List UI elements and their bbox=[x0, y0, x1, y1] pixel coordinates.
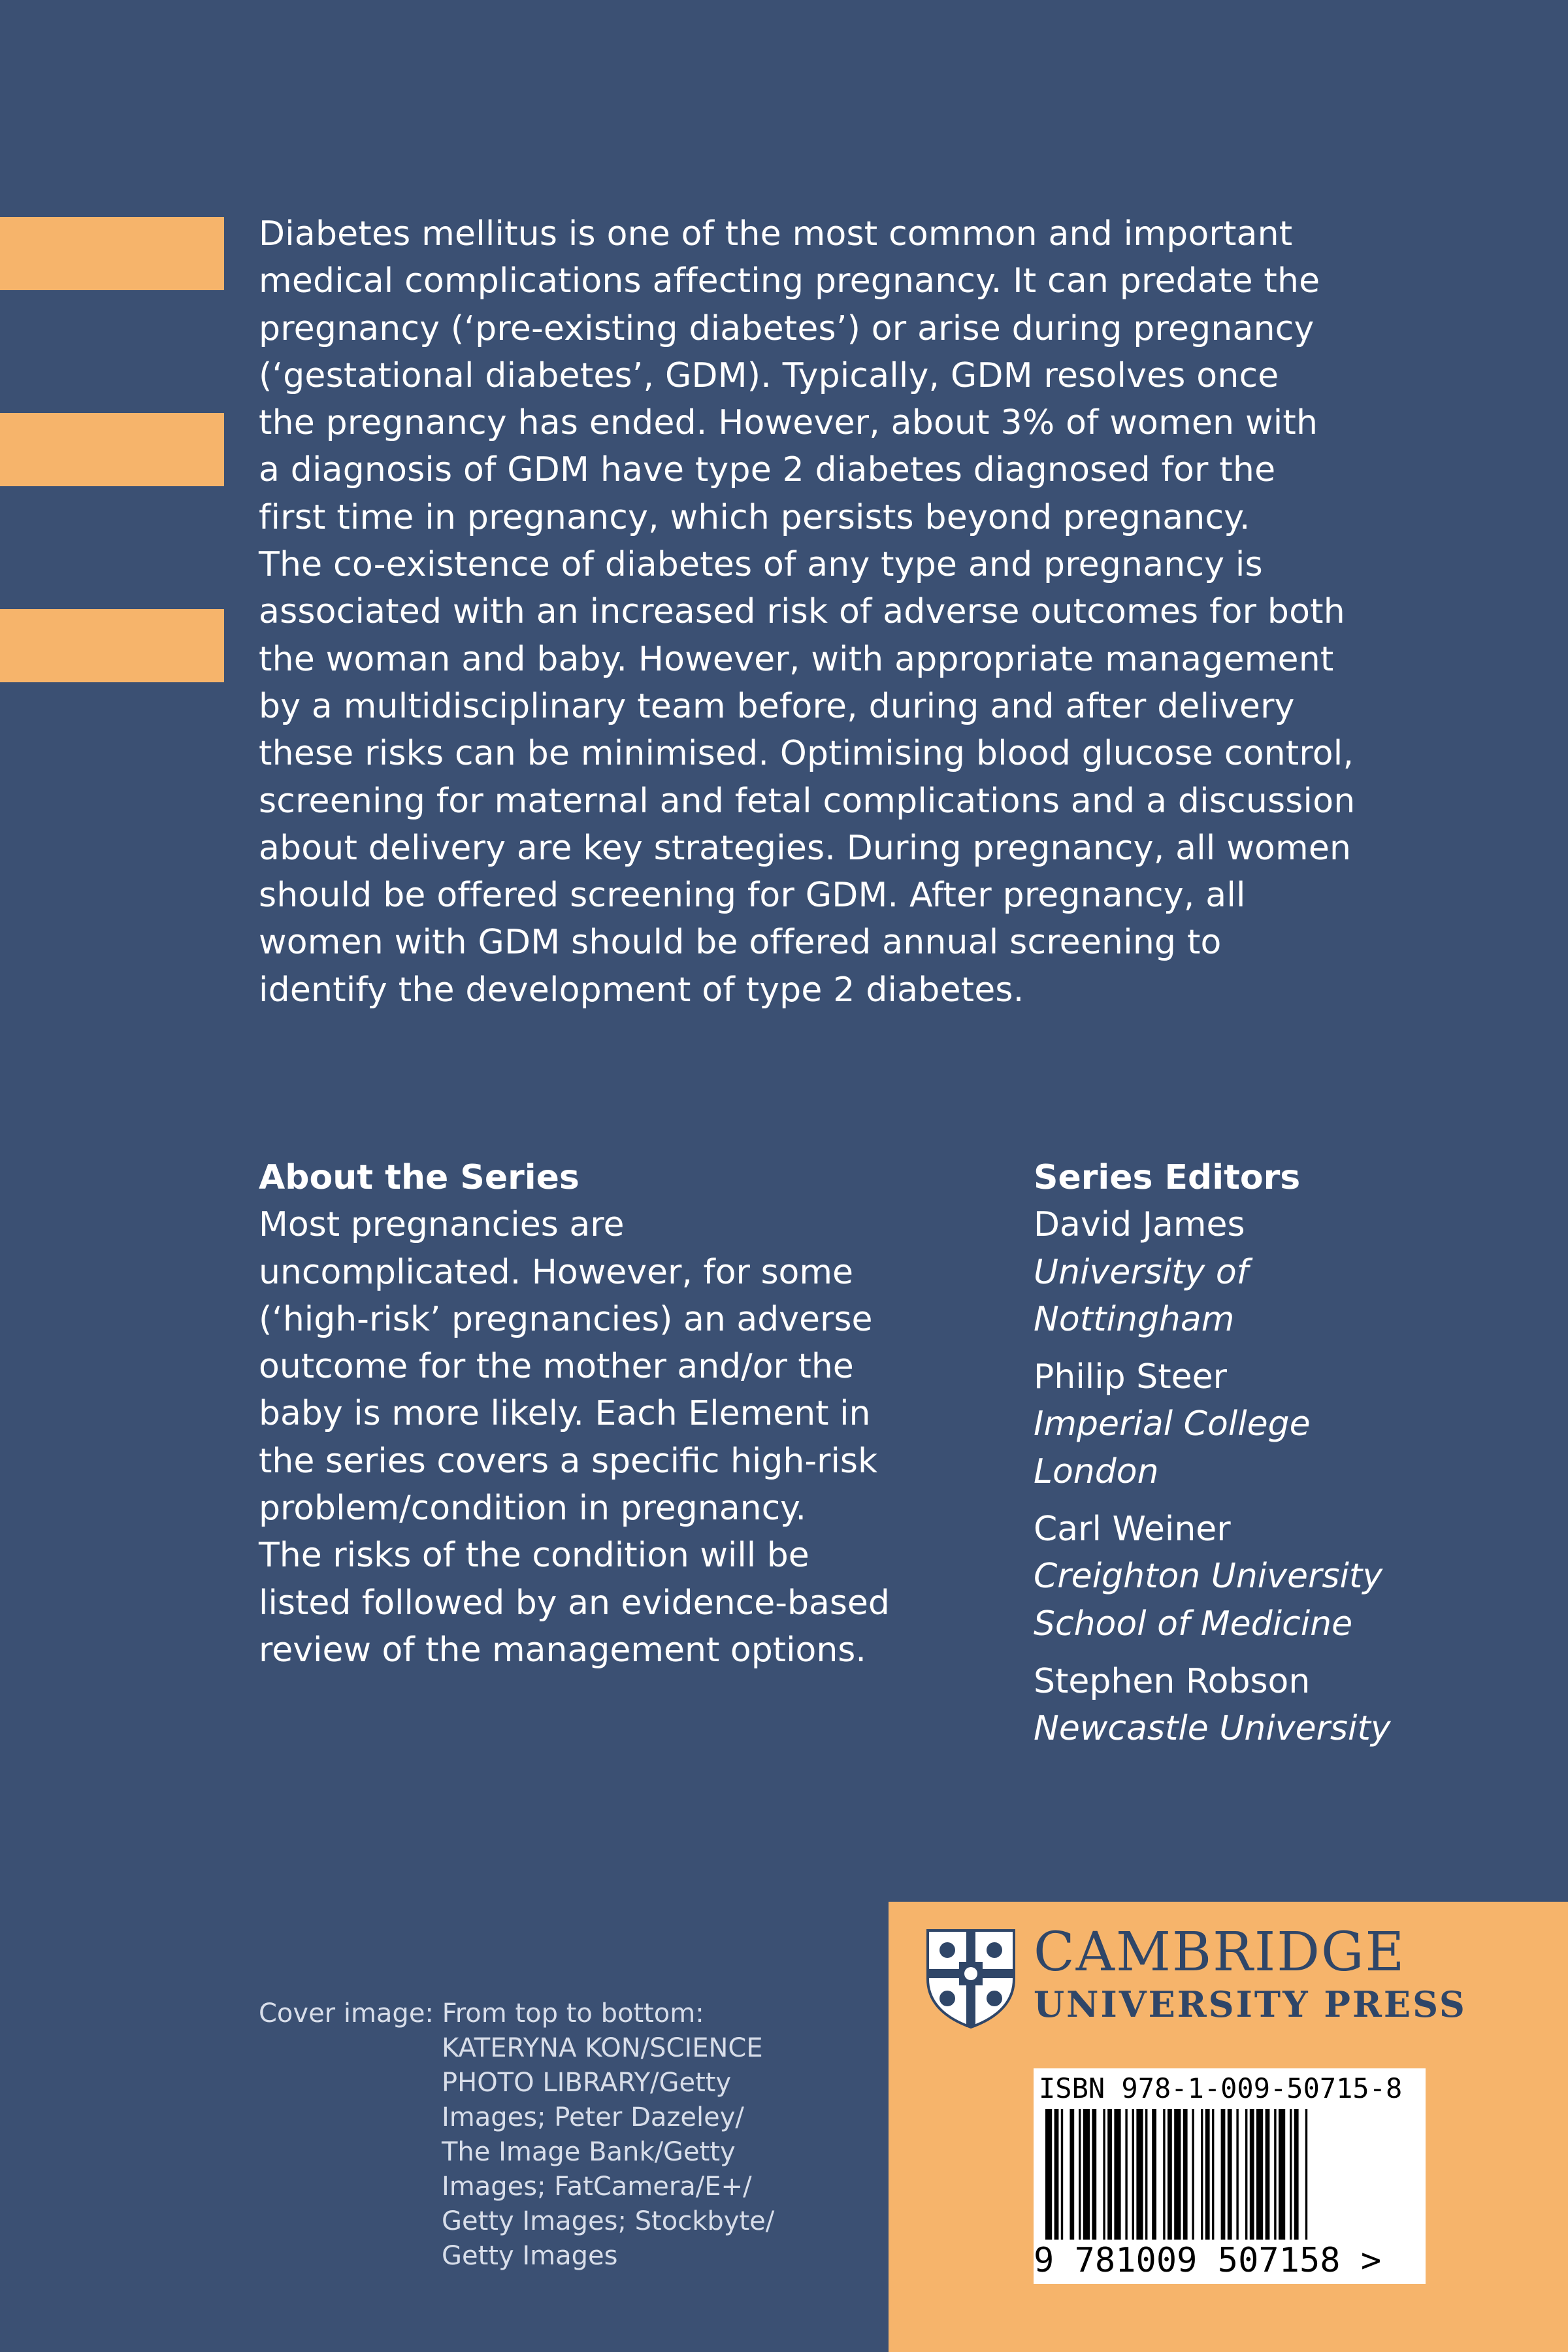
barcode-bar bbox=[1125, 2109, 1127, 2240]
blurb-line: the woman and baby. However, with appropriate management bbox=[259, 639, 1334, 679]
publisher-name-line1: CAMBRIDGE bbox=[1034, 1921, 1406, 1983]
about-line: Most pregnancies are bbox=[259, 1205, 625, 1245]
editor-institution: Nottingham bbox=[1034, 1299, 1235, 1339]
editor-institution: University of bbox=[1034, 1252, 1249, 1292]
barcode-bar bbox=[1163, 2109, 1165, 2240]
blurb-line: the pregnancy has ended. However, about 3% of women with bbox=[259, 403, 1318, 443]
barcode-bar bbox=[1256, 2109, 1263, 2240]
credits-line: Getty Images bbox=[442, 2241, 618, 2271]
barcode-bar bbox=[1092, 2109, 1096, 2240]
accent-bar-middle bbox=[0, 413, 224, 486]
blurb-line: about delivery are key strategies. During pregnancy, all women bbox=[259, 828, 1352, 868]
series-editors-heading: Series Editors bbox=[1034, 1158, 1301, 1197]
about-line: uncomplicated. However, for some bbox=[259, 1252, 853, 1292]
blurb-line: screening for maternal and fetal complications and a discussion bbox=[259, 781, 1356, 821]
barcode-bar bbox=[1192, 2109, 1194, 2240]
editor-entry bbox=[1034, 1506, 1530, 1648]
blurb-line: associated with an increased risk of adverse outcomes for both bbox=[259, 592, 1345, 632]
editor-institution: London bbox=[1034, 1451, 1159, 1491]
blurb-line: by a multidisciplinary team before, during and after delivery bbox=[259, 686, 1295, 726]
credits-line: Getty Images; Stockbyte/ bbox=[442, 2206, 775, 2236]
series-editors-section bbox=[1034, 1154, 1530, 1763]
barcode-bar bbox=[1145, 2109, 1147, 2240]
blurb-line: (‘gestational diabetes’, GDM). Typically, GDM resolves once bbox=[259, 356, 1279, 395]
accent-bar-top bbox=[0, 217, 224, 290]
barcode-bar bbox=[1201, 2109, 1203, 2240]
publisher-name-line2: UNIVERSITY PRESS bbox=[1034, 1983, 1467, 2025]
blurb-line: pregnancy (‘pre-existing diabetes’) or arise during pregnancy bbox=[259, 308, 1315, 348]
blurb-line: The co-existence of diabetes of any type and pregnancy is bbox=[259, 545, 1263, 585]
editor-entry bbox=[1034, 1201, 1530, 1343]
credits-line: The Image Bank/Getty bbox=[442, 2137, 736, 2167]
barcode-bar bbox=[1205, 2109, 1210, 2240]
barcode-digits: 9 781009 507158 > bbox=[1034, 2241, 1382, 2280]
barcode-bar bbox=[1221, 2109, 1226, 2240]
blurb-line: medical complications affecting pregnancy. It can predate the bbox=[259, 261, 1320, 301]
barcode-bar bbox=[1290, 2109, 1292, 2240]
barcode-bar bbox=[1294, 2109, 1299, 2240]
about-line: (‘high-risk’ pregnancies) an adverse bbox=[259, 1299, 873, 1339]
about-line: problem/condition in pregnancy. bbox=[259, 1489, 807, 1529]
editor-name: Stephen Robson bbox=[1034, 1661, 1311, 1701]
about-line: outcome for the mother and/or the bbox=[259, 1347, 854, 1387]
barcode-bar bbox=[1183, 2109, 1188, 2240]
about-line: listed followed by an evidence-based bbox=[259, 1583, 890, 1623]
blurb-line: women with GDM should be offered annual screening to bbox=[259, 923, 1222, 963]
barcode-bar bbox=[1103, 2109, 1105, 2240]
barcode-bar bbox=[1266, 2109, 1270, 2240]
barcode-bar bbox=[1079, 2109, 1081, 2240]
barcode-bar bbox=[1045, 2109, 1052, 2240]
barcode-bar bbox=[1083, 2109, 1090, 2240]
editor-institution: Creighton University bbox=[1034, 1557, 1383, 1597]
editor-institution: Newcastle University bbox=[1034, 1709, 1391, 1749]
publisher-panel bbox=[889, 1902, 1568, 2352]
cover-image-credits bbox=[259, 1996, 847, 2274]
blurb-line: first time in pregnancy, which persists beyond pregnancy. bbox=[259, 497, 1250, 537]
blurb-line: identify the development of type 2 diabetes. bbox=[259, 970, 1024, 1010]
barcode-bar bbox=[1279, 2109, 1285, 2240]
barcode-bar bbox=[1212, 2109, 1214, 2240]
barcode-bars bbox=[1041, 2109, 1418, 2240]
editor-name: Carl Weiner bbox=[1034, 1510, 1231, 1549]
book-blurb bbox=[259, 210, 1435, 1014]
editor-name: David James bbox=[1034, 1205, 1245, 1245]
credits-line: Images; Peter Dazeley/ bbox=[442, 2102, 744, 2132]
barcode-bar bbox=[1107, 2109, 1112, 2240]
credits-line: KATERYNA KON/SCIENCE bbox=[442, 2033, 763, 2063]
barcode-bar bbox=[1174, 2109, 1181, 2240]
about-line: review of the management options. bbox=[259, 1630, 866, 1670]
editor-entry bbox=[1034, 1658, 1530, 1753]
blurb-line: Diabetes mellitus is one of the most common and important bbox=[259, 214, 1293, 254]
credits-line: PHOTO LIBRARY/Getty bbox=[442, 2068, 732, 2098]
barcode-bar bbox=[1168, 2109, 1172, 2240]
credits-lead: Cover image: From top to bottom: bbox=[259, 1998, 704, 2029]
barcode-bar bbox=[1274, 2109, 1276, 2240]
about-series-heading: About the Series bbox=[259, 1158, 580, 1197]
barcode-bar bbox=[1132, 2109, 1134, 2240]
barcode-bar bbox=[1054, 2109, 1059, 2240]
cambridge-shield-icon bbox=[925, 1928, 1017, 2030]
barcode-bar bbox=[1061, 2109, 1063, 2240]
blurb-line: should be offered screening for GDM. After pregnancy, all bbox=[259, 876, 1246, 916]
editor-institution: School of Medicine bbox=[1034, 1604, 1353, 1644]
about-line: baby is more likely. Each Element in bbox=[259, 1394, 871, 1434]
barcode-bar bbox=[1245, 2109, 1247, 2240]
barcode-bar bbox=[1250, 2109, 1254, 2240]
isbn-label: ISBN 978-1-009-50715-8 bbox=[1039, 2072, 1403, 2104]
blurb-line: a diagnosis of GDM have type 2 diabetes diagnosed for the bbox=[259, 450, 1276, 490]
accent-bar-bottom bbox=[0, 609, 224, 682]
barcode-bar bbox=[1114, 2109, 1120, 2240]
about-series-section bbox=[259, 1154, 997, 1674]
publisher-name bbox=[1034, 1921, 1467, 2025]
barcode-bar bbox=[1236, 2109, 1238, 2240]
editor-name: Philip Steer bbox=[1034, 1357, 1227, 1397]
barcode-bar bbox=[1070, 2109, 1074, 2240]
barcode-bar bbox=[1136, 2109, 1143, 2240]
barcode-bar bbox=[1152, 2109, 1156, 2240]
isbn-barcode bbox=[1034, 2068, 1426, 2284]
blurb-line: these risks can be minimised. Optimising blood glucose control, bbox=[259, 734, 1354, 774]
about-line: The risks of the condition will be bbox=[259, 1536, 809, 1576]
barcode-bar bbox=[1305, 2109, 1307, 2240]
barcode-bar bbox=[1228, 2109, 1232, 2240]
editor-entry bbox=[1034, 1353, 1530, 1495]
editor-institution: Imperial College bbox=[1034, 1404, 1311, 1444]
credits-line: Images; FatCamera/E+/ bbox=[442, 2172, 752, 2202]
about-line: the series covers a specific high-risk bbox=[259, 1441, 878, 1481]
